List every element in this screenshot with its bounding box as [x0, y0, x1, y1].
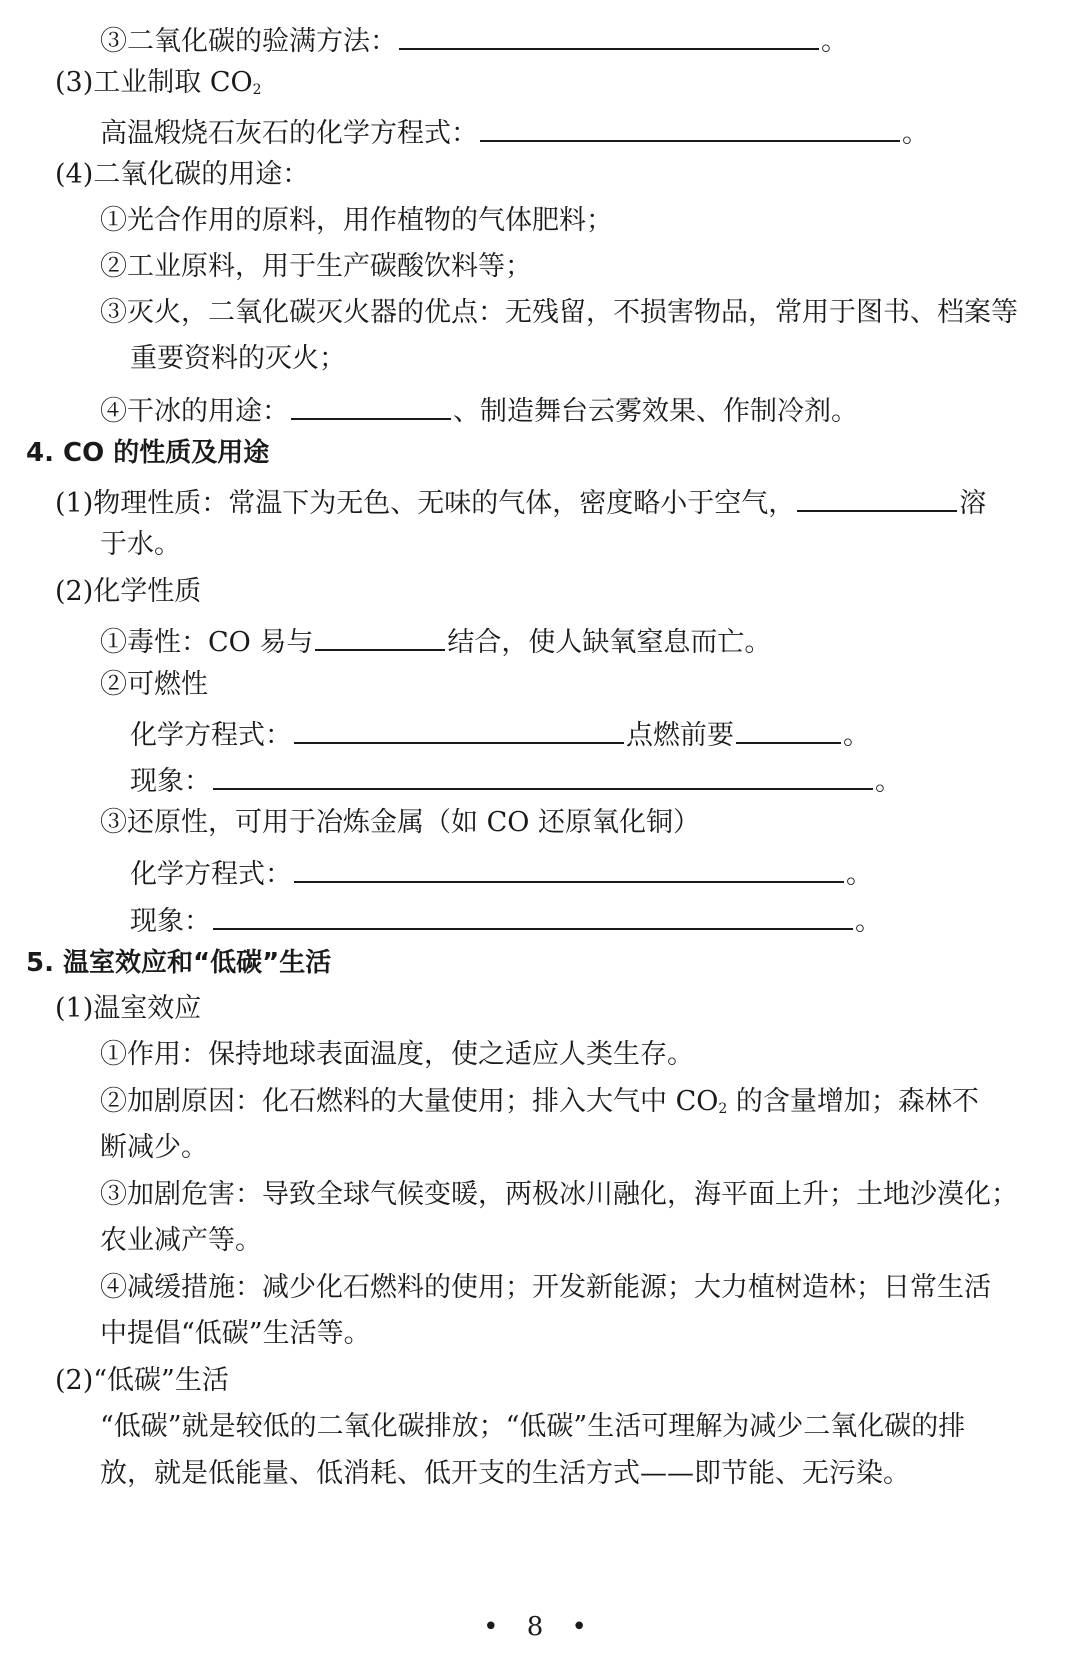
- answer-blank[interactable]: [294, 853, 844, 883]
- page-number: • 8 •: [483, 1612, 597, 1642]
- use-item-3: ③灭火，二氧化碳灭火器的优点：无残留，不损害物品，常用于图书、档案等: [100, 297, 1018, 328]
- industry-title: (3)工业制取 $CO_2$: [55, 67, 262, 98]
- chemical-title: (2)化学性质: [55, 576, 202, 607]
- use-item-2: ②工业原料，用于生产碳酸饮料等；: [100, 251, 532, 282]
- reducing-equation-line: 化学方程式： 。: [130, 853, 1080, 892]
- answer-blank[interactable]: [291, 390, 451, 420]
- co-physical-cont: 于水。: [100, 529, 181, 560]
- uses-title: (4)二氧化碳的用途：: [55, 159, 310, 190]
- answer-blank[interactable]: [480, 112, 900, 142]
- section-5-heading: 5. 温室效应和“低碳”生活: [26, 948, 332, 978]
- flammability-title: ②可燃性: [100, 669, 208, 700]
- answer-blank[interactable]: [797, 482, 957, 512]
- toxicity-line: ①毒性：CO 易与 结合，使人缺氧窒息而亡。: [100, 621, 1080, 660]
- greenhouse-item-4: ④减缓措施：减少化石燃料的使用；开发新能源；大力植树造林；日常生活: [100, 1272, 991, 1303]
- greenhouse-item-3-cont: 农业减产等。: [100, 1225, 262, 1256]
- low-carbon-text: “低碳”就是较低的二氧化碳排放；“低碳”生活可理解为减少二氧化碳的排: [100, 1411, 966, 1442]
- reducing-title: ③还原性，可用于冶炼金属（如 CO 还原氧化铜）: [100, 807, 700, 838]
- answer-blank[interactable]: [213, 760, 873, 790]
- co-physical-line: (1)物理性质：常温下为无色、无味的气体，密度略小于空气， 溶: [55, 482, 1080, 521]
- answer-blank[interactable]: [294, 714, 624, 744]
- limestone-equation-line: 高温煅烧石灰石的化学方程式： 。: [100, 112, 1080, 151]
- answer-blank[interactable]: [213, 900, 853, 930]
- greenhouse-item-4-cont: 中提倡“低碳”生活等。: [100, 1318, 371, 1349]
- co2-full-check-line: ③二氧化碳的验满方法： 。: [100, 20, 1080, 59]
- greenhouse-item-2-cont: 断减少。: [100, 1132, 208, 1163]
- low-carbon-text-cont: 放，就是低能量、低消耗、低开支的生活方式——即节能、无污染。: [100, 1458, 910, 1489]
- greenhouse-item-1: ①作用：保持地球表面温度，使之适应人类生存。: [100, 1039, 694, 1070]
- reducing-phenomenon-line: 现象： 。: [130, 900, 1080, 939]
- low-carbon-title: (2)“低碳”生活: [55, 1365, 229, 1396]
- greenhouse-title: (1)温室效应: [55, 993, 202, 1024]
- answer-blank[interactable]: [736, 714, 841, 744]
- greenhouse-item-2: ②加剧原因：化石燃料的大量使用；排入大气中 $CO_2$ 的含量增加；森林不: [100, 1086, 979, 1117]
- use-item-3-cont: 重要资料的灭火；: [130, 343, 346, 374]
- answer-blank[interactable]: [399, 20, 819, 50]
- flammability-equation-line: 化学方程式： 点燃前要 。: [130, 714, 1080, 753]
- section-4-heading: 4. CO 的性质及用途: [26, 438, 270, 468]
- greenhouse-item-3: ③加剧危害：导致全球气候变暖，两极冰川融化，海平面上升；土地沙漠化；: [100, 1179, 1018, 1210]
- flammability-phenomenon-line: 现象： 。: [130, 760, 1080, 799]
- use-item-1: ①光合作用的原料，用作植物的气体肥料；: [100, 205, 613, 236]
- answer-blank[interactable]: [315, 621, 445, 651]
- use-item-4: ④干冰的用途： 、制造舞台云雾效果、作制冷剂。: [100, 390, 1080, 429]
